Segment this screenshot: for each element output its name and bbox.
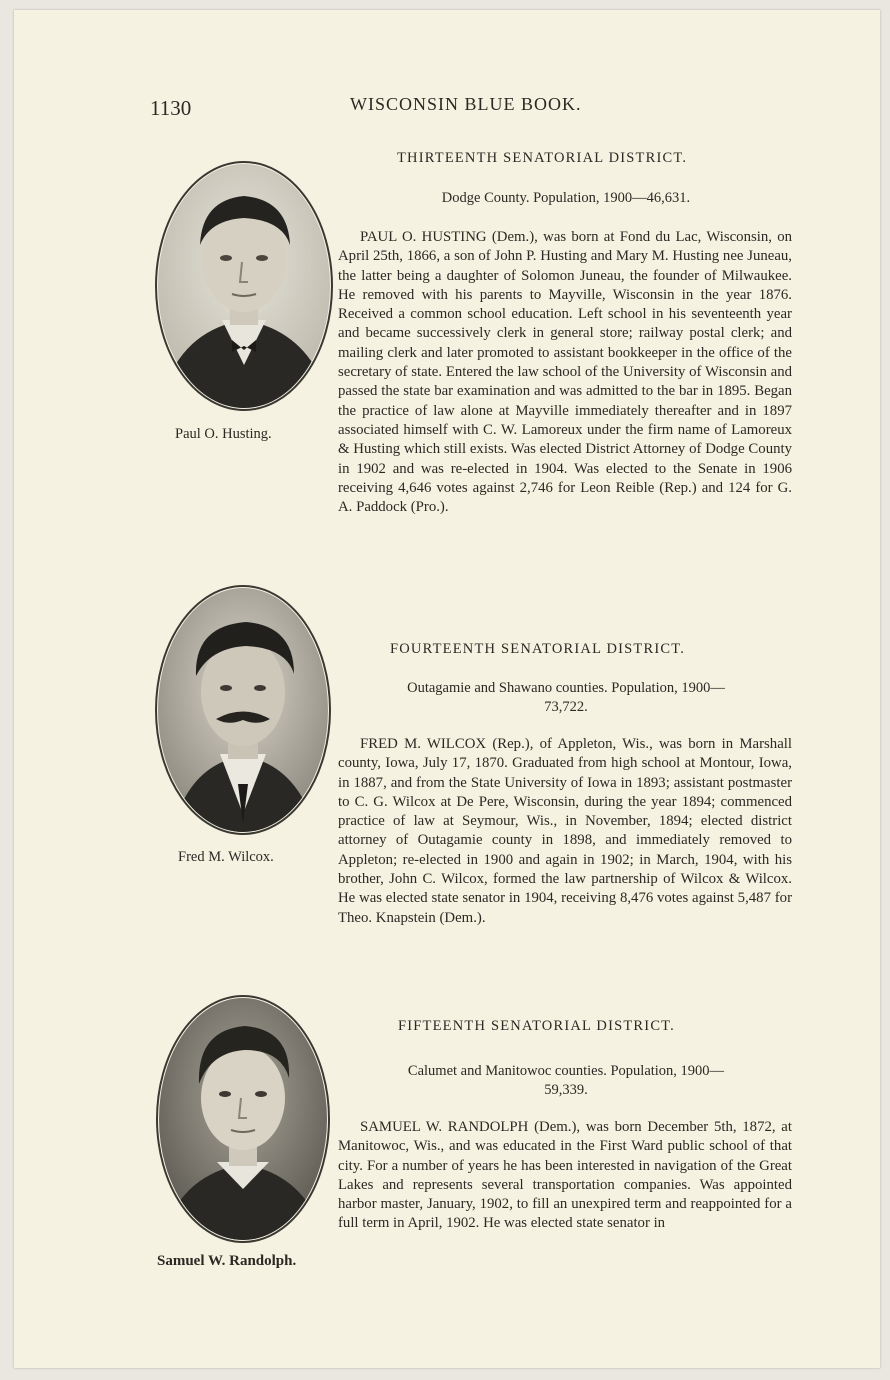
subheading-14th-line1: Outagamie and Shawano counties. Population, 1900— — [407, 680, 725, 696]
subheading-15th-line2: 59,339. — [544, 1082, 588, 1098]
caption-fred-wilcox: Fred M. Wilcox. — [178, 849, 274, 865]
bio-paul-husting: PAUL O. HUSTING (Dem.), was born at Fond du Lac, Wisconsin, on April 25th, 1866, a son of John P. Husting and Mary M. Husting nee Juneau, the latter being a daughter of Solomon Juneau, the founder of Milwaukee. He removed with his parents to Mayville, Wisconsin in the year 1876. Received a common school education. Left school in his seventeenth year and became successively clerk in general store; railway postal clerk; and mailing clerk and later promoted to assistant bookkeeper in the office of the secretary of state. Entered the law school of the University of Wisconsin and passed the state bar examination and was admitted to the bar in 1895. Began the practice of law alone at Mayville immediately thereafter and in 1897 associated himself with C. W. Lamoreux under the firm name of Lamoreux & Husting which still exists. Was elected District Attorney of Dodge County in 1902 and was re-elected in 1904. Was elected to the Senate in 1906 receiving 4,646 votes against 2,746 for Leon Reible (Rep.) and 124 for G. A. Paddock (Pro.). — [338, 229, 792, 516]
section-subheading-15th — [336, 1062, 796, 1100]
portrait-samuel-randolph — [155, 994, 331, 1244]
section-subheading-13th: Dodge County. Population, 1900—46,631. — [441, 190, 691, 206]
bio-fred-wilcox: FRED M. WILCOX (Rep.), of Appleton, Wis., was born in Marshall county, Iowa, July 17, 1870. Graduated from high school at Montour, Iowa, in 1887, and from the State University of Iowa in 1893; assistant postmaster to C. G. Wilcox at De Pere, Wisconsin, during the year 1894; commenced practice of law at Seymour, Wis., in November, 1894; elected district attorney of Outagamie county in 1898, and immediately removed to Appleton; re-elected in 1900 and again in 1902; in March, 1904, with his brother, John C. Wilcox, formed the law partnership of Wilcox & Wilcox. He was elected state senator in 1904, receiving 8,476 votes against 5,487 for Theo. Knapstein (Dem.). — [338, 736, 792, 926]
bio-samuel-randolph: SAMUEL W. RANDOLPH (Dem.), was born December 5th, 1872, at Manitowoc, Wis., and was educated in the First Ward public school of that city. For a number of years he has been interested in navigation of the Great Lakes and represents several transportation companies. Was appointed harbor master, January, 1902, to fill an unexpired term and reappointed for a full term in April, 1902. He was elected state senator in — [338, 1119, 792, 1232]
section-subheading-14th — [336, 679, 796, 717]
caption-paul-husting: Paul O. Husting. — [175, 426, 272, 442]
caption-samuel-randolph: Samuel W. Randolph. — [157, 1253, 297, 1269]
subheading-14th-line2: 73,722. — [544, 699, 588, 715]
portrait-paul-husting — [154, 160, 334, 412]
portrait-fred-wilcox — [154, 584, 332, 836]
section-heading-14th: FOURTEENTH SENATORIAL DISTRICT. — [390, 641, 686, 657]
section-heading-13th: THIRTEENTH SENATORIAL DISTRICT. — [397, 150, 688, 166]
subheading-15th-line1: Calumet and Manitowoc counties. Population, 1900— — [407, 1063, 725, 1079]
page-number: 1130 — [150, 96, 192, 120]
running-head: WISCONSIN BLUE BOOK. — [350, 94, 582, 114]
section-heading-15th: FIFTEENTH SENATORIAL DISTRICT. — [398, 1018, 675, 1034]
